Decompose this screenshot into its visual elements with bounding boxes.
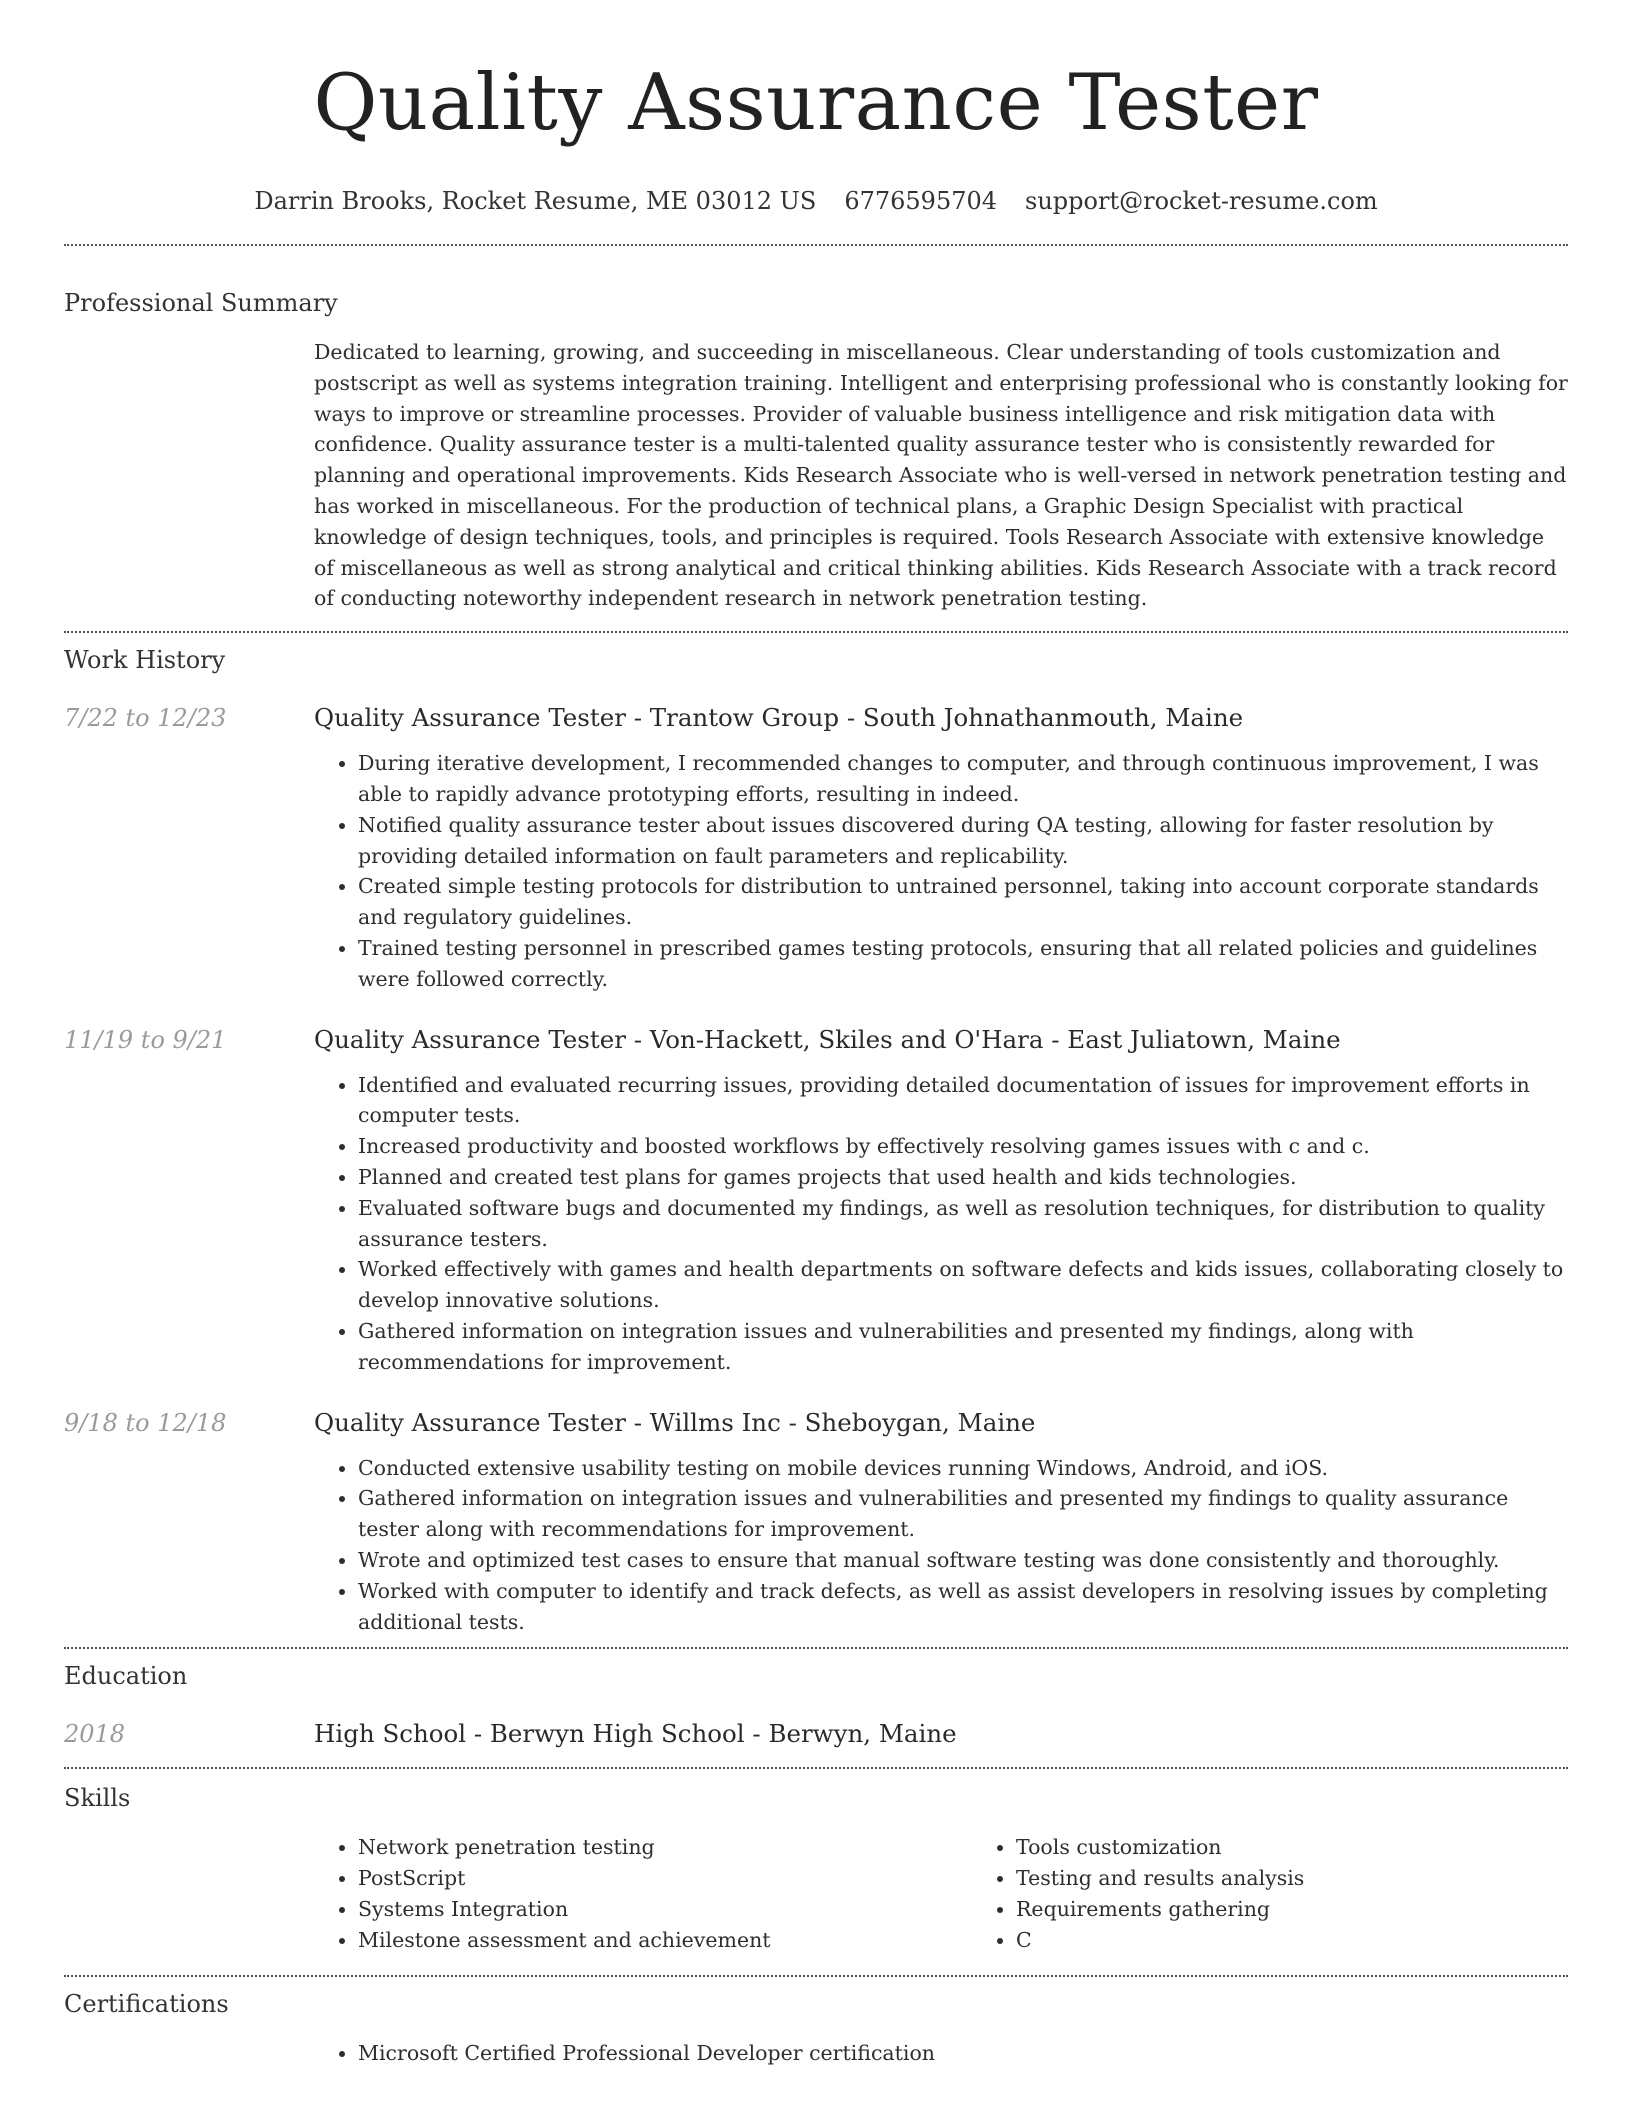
education-section [64, 1659, 1568, 1751]
divider [64, 1767, 1568, 1769]
list-item: • C [1016, 1925, 1630, 1956]
skills-list-left [314, 1832, 972, 1955]
list-item: • Requirements gathering [1016, 1894, 1630, 1925]
list-item: • Created simple testing protocols for distribution to untrained personnel, taking into account corporate standards and regulatory guidelines. [358, 871, 1568, 933]
section-heading-certifications: Certifications [64, 1990, 229, 2019]
resume-title: Quality Assurance Tester [313, 58, 1319, 148]
list-item: • Tools customization [1016, 1832, 1630, 1863]
job-title: Quality Assurance Tester - Von-Hackett, Skiles and O'Hara - East Juliatown, Maine [314, 1024, 1341, 1054]
resume-page [64, 0, 1568, 2069]
section-heading-skills: Skills [64, 1784, 131, 1813]
list-item: • Worked with computer to identify and track defects, as well as assist developers in resolving issues by completing additional tests. [358, 1576, 1568, 1638]
list-item: • Milestone assessment and achievement [358, 1925, 972, 1956]
contact-line [64, 184, 1568, 218]
list-item: • Evaluated software bugs and documented my findings, as well as resolution techniques, for distribution to quality assurance testers. [358, 1193, 1568, 1255]
list-item: • Planned and created test plans for games projects that used health and kids technologies. [358, 1162, 1568, 1193]
job-dates: 9/18 to 12/18 [64, 1408, 227, 1437]
job-dates: 11/19 to 9/21 [64, 1025, 227, 1054]
contact-email: support@rocket-resume.com [1025, 187, 1378, 215]
job-entry [64, 701, 1568, 994]
list-item: • Increased productivity and boosted workflows by effectively resolving games issues with c and c. [358, 1131, 1568, 1162]
skills-section [64, 1781, 1568, 1955]
summary-text: Dedicated to learning, growing, and succeeding in miscellaneous. Clear understanding of tools customization and postscript as well as systems integration training. Intelligent and enterprising professional who is constantly looking for ways to improve or streamline processes. Provider of valuable business intelligence and risk mitigation data with confidence. Quality assurance tester is a multi-talented quality assurance tester who is consistently rewarded for planning and operational improvements. Kids Research Associate who is well-versed in network penetration testing and has worked in miscellaneous. For the production of technical plans, a Graphic Design Specialist with practical knowledge of design techniques, tools, and principles is required. Tools Research Associate with extensive knowledge of miscellaneous as well as strong analytical and critical thinking abilities. Kids Research Associate with a track record of conducting noteworthy independent research in network penetration testing. [314, 340, 1568, 611]
list-item: • Gathered information on integration issues and vulnerabilities and presented my findings to quality assurance tester along with recommendations for improvement. [358, 1483, 1568, 1545]
list-item: • Microsoft Certified Professional Developer certification [358, 2038, 1568, 2069]
list-item: • Trained testing personnel in prescribed games testing protocols, ensuring that all related policies and guidelines were followed correctly. [358, 933, 1568, 995]
list-item: • PostScript [358, 1863, 972, 1894]
job-bullets [314, 748, 1568, 994]
list-item: • Testing and results analysis [1016, 1863, 1630, 1894]
summary-section [64, 286, 1568, 614]
section-heading-education: Education [64, 1662, 188, 1691]
list-item: • During iterative development, I recommended changes to computer, and through continuous improvement, I was able to rapidly advance prototyping efforts, resulting in indeed. [358, 748, 1568, 810]
divider [64, 631, 1568, 633]
list-item: • Wrote and optimized test cases to ensure that manual software testing was done consistently and thoroughly. [358, 1545, 1568, 1576]
education-entry: High School - Berwyn High School - Berwyn, Maine [314, 1719, 957, 1749]
education-year: 2018 [64, 1720, 126, 1749]
list-item: • Notified quality assurance tester about issues discovered during QA testing, allowing for faster resolution by providing detailed information on fault parameters and replicability. [358, 810, 1568, 872]
list-item: • Gathered information on integration issues and vulnerabilities and presented my findings, along with recommendations for improvement. [358, 1316, 1568, 1378]
list-item: • Conducted extensive usability testing on mobile devices running Windows, Android, and iOS. [358, 1453, 1568, 1484]
divider [64, 244, 1568, 246]
section-heading-work-history: Work History [64, 646, 226, 675]
list-item: • Identified and evaluated recurring issues, providing detailed documentation of issues for improvement efforts in computer tests. [358, 1070, 1568, 1132]
section-heading-summary: Professional Summary [64, 289, 338, 317]
certifications-list [314, 2038, 1568, 2069]
job-entry [64, 1406, 1568, 1638]
skills-list-right [972, 1832, 1630, 1955]
job-dates: 7/22 to 12/23 [64, 704, 227, 733]
divider [64, 1647, 1568, 1649]
job-bullets [314, 1070, 1568, 1378]
divider [64, 1975, 1568, 1977]
job-title: Quality Assurance Tester - Willms Inc - Sheboygan, Maine [314, 1407, 1036, 1437]
work-history-section [64, 643, 1568, 1637]
job-title: Quality Assurance Tester - Trantow Group - South Johnathanmouth, Maine [314, 703, 1244, 733]
contact-address: Darrin Brooks, Rocket Resume, ME 03012 US [254, 187, 817, 215]
list-item: • Systems Integration [358, 1894, 972, 1925]
job-entry [64, 1023, 1568, 1378]
list-item: • Network penetration testing [358, 1832, 972, 1863]
list-item: • Worked effectively with games and health departments on software defects and kids issues, collaborating closely to develop innovative solutions. [358, 1254, 1568, 1316]
contact-phone: 6776595704 [844, 187, 998, 215]
certifications-section [64, 1987, 1568, 2069]
job-bullets [314, 1453, 1568, 1638]
